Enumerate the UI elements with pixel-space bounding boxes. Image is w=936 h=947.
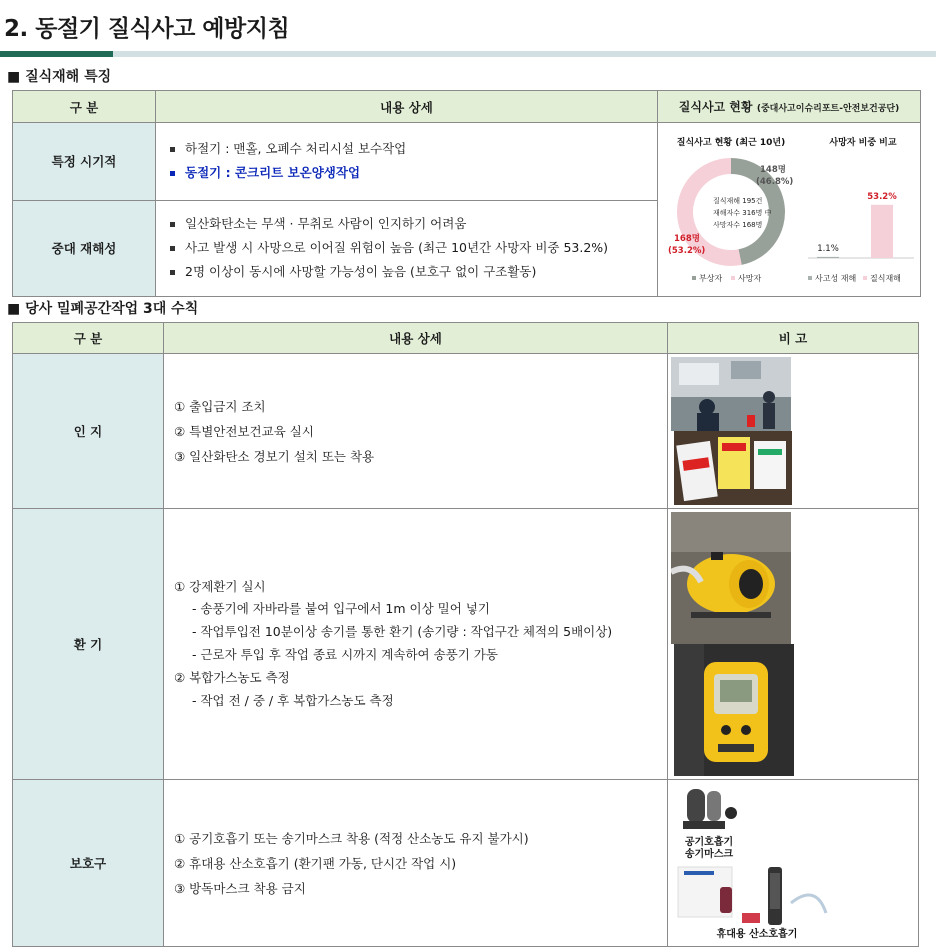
legend-swatch-injured [692,276,696,280]
list-item: 하절기 : 맨홀, 오폐수 처리시설 보수작업 [170,137,657,161]
donut-center-line: 사망자수 168명 [713,221,763,229]
header-status [658,91,921,123]
list-item: ③ 방독마스크 착용 금지 [174,880,306,896]
list-item: 일산화탄소는 무색 · 무취로 사람이 인지하기 어려움 [170,212,657,236]
list-item: ② 휴대용 산소호흡기 (환기팬 가동, 단시간 작업 시) [174,855,457,871]
breathing-apparatus-photo [671,783,747,863]
header-category: 구 분 [13,91,156,123]
donut-center-line: 질식재해 195건 [713,197,763,205]
category-severity: 중대 재해성 [13,200,156,296]
list-item: ③ 일산화탄소 경보기 설치 또는 착용 [174,448,375,464]
legend-suffocation: 질식재해 [870,274,901,283]
category-awareness: 인 지 [13,354,164,509]
injured-count-label: 148명 [760,165,786,175]
category-protective-gear: 보호구 [13,780,164,947]
legend-accident: 사고성 재해 [815,274,857,283]
sub-item: - 근로자 투입 후 작업 종료 시까지 계속하여 송풍기 가동 [192,647,498,662]
list-item: ② 특별안전보건교육 실시 [174,423,314,439]
list-item: 2명 이상이 동시에 사망할 가능성이 높음 (보호구 없이 구조활동) [170,260,657,284]
legend-swatch-accident [808,276,812,280]
dead-count-label: 168명 [674,234,700,244]
donut-title: 질식사고 현황 (최근 10년) [676,138,786,148]
seasonal-detail [156,123,658,201]
list-item-highlight: 동절기 : 콘크리트 보온양생작업 [170,161,657,185]
status-charts [658,123,920,293]
oxygen-caption: 휴대용 산소호흡기 [716,929,798,940]
header-note: 비 고 [668,323,919,354]
bar-title: 사망자 비중 비교 [829,138,897,148]
list-item: ① 강제환기 실시 [174,578,266,594]
oxygen-kit-photo [676,863,838,943]
section2-heading: ■ 당사 밀폐공간작업 3대 수칙 [7,301,199,317]
legend-injured: 부상자 [699,274,723,283]
protective-gear-photos [668,780,919,947]
title-underline-bar [113,51,936,57]
header-category: 구 분 [13,323,164,354]
header-detail: 내용 상세 [164,323,668,354]
title-accent-bar [0,51,113,57]
category-ventilation: 환 기 [13,509,164,780]
list-item: ① 공기호흡기 또는 송기마스크 착용 (적정 산소농도 유지 불가시) [174,830,529,846]
injured-pct-label: (46.8%) [756,177,794,187]
ventilation-detail [164,509,668,780]
section1-heading: ■ 질식재해 특징 [7,69,112,85]
list-item: ① 출입금지 조치 [174,398,266,414]
protective-gear-detail [164,780,668,947]
bar-label-accident: 1.1% [817,243,839,254]
sub-item: - 작업 전 / 중 / 후 복합가스농도 측정 [192,692,394,708]
bar-accident [817,257,839,258]
bar-suffocation [871,205,893,258]
category-seasonal: 특정 시기적 [13,123,156,201]
bar-chart [817,192,897,258]
dead-pct-label: (53.2%) [668,246,706,256]
accident-features-table [12,90,921,297]
awareness-detail [164,354,668,509]
header-detail: 내용 상세 [156,91,658,123]
severity-detail [156,200,658,296]
legend-swatch-suffocation [863,276,867,280]
ventilation-photos [668,509,919,780]
list-item: 사고 발생 시 사망으로 이어질 위험이 높음 (최근 10년간 사망자 비중 53.2%) [170,236,657,260]
sub-item: - 송풍기에 자바라를 붙여 입구에서 1m 이상 밀어 넣기 [192,601,490,617]
warning-sign-photo [674,431,792,505]
status-title: 질식사고 현황 [678,100,753,114]
gas-detector-photo [674,644,794,776]
blower-photo [671,512,791,644]
training-photo [671,357,791,431]
page-title: 2. 동절기 질식사고 예방지침 [4,16,290,42]
confined-space-rules-table [12,322,919,947]
donut-center-line: 재해자수 316명 中 [713,209,772,217]
legend-dead: 사망자 [738,274,762,283]
status-source: (중대사고이슈리포트-안전보건공단) [756,104,900,114]
sub-item: - 작업투입전 10분이상 송기를 통한 환기 (송기량 : 작업구간 체적의 5배이상) [192,624,613,640]
list-item: ② 복합가스농도 측정 [174,669,290,685]
bar-label-suffocation: 53.2% [867,191,897,202]
mask-caption: 공기호흡기 송기마스크 [684,837,734,860]
awareness-photos [668,354,919,509]
legend-swatch-dead [731,276,735,280]
status-charts-cell [658,123,921,297]
